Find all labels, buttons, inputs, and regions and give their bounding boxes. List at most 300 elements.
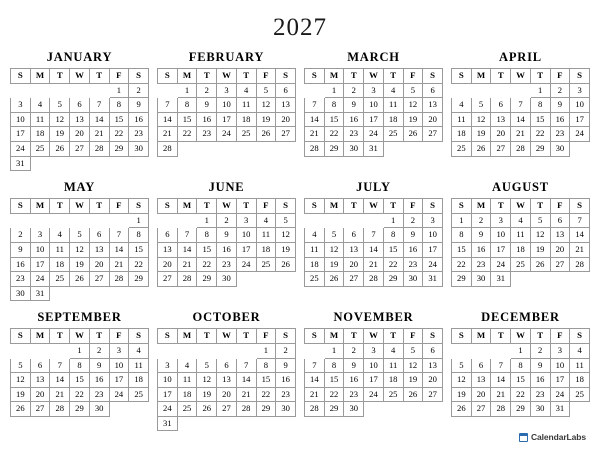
day-cell[interactable]: 21 bbox=[305, 387, 325, 402]
day-cell[interactable]: 27 bbox=[491, 141, 511, 156]
day-cell[interactable]: 25 bbox=[383, 127, 403, 142]
day-cell[interactable]: 11 bbox=[570, 358, 590, 373]
day-cell[interactable]: 9 bbox=[344, 98, 364, 113]
day-cell[interactable]: 22 bbox=[324, 127, 344, 142]
day-cell[interactable]: 3 bbox=[11, 98, 31, 113]
day-cell[interactable]: 12 bbox=[403, 98, 423, 113]
day-cell[interactable]: 16 bbox=[197, 112, 217, 127]
day-cell[interactable]: 26 bbox=[452, 402, 472, 417]
day-cell[interactable]: 18 bbox=[177, 387, 197, 402]
day-cell[interactable]: 13 bbox=[550, 228, 570, 243]
day-cell[interactable]: 15 bbox=[530, 112, 550, 127]
day-cell[interactable]: 19 bbox=[50, 127, 70, 142]
day-cell[interactable]: 22 bbox=[197, 257, 217, 272]
day-cell[interactable]: 2 bbox=[550, 83, 570, 98]
day-cell[interactable]: 17 bbox=[570, 112, 590, 127]
day-cell[interactable]: 20 bbox=[158, 257, 178, 272]
day-cell[interactable]: 11 bbox=[383, 98, 403, 113]
day-cell[interactable]: 20 bbox=[423, 373, 443, 388]
day-cell[interactable]: 8 bbox=[197, 228, 217, 243]
day-cell[interactable]: 4 bbox=[129, 343, 149, 358]
day-cell[interactable]: 21 bbox=[89, 127, 109, 142]
day-cell[interactable]: 18 bbox=[305, 257, 325, 272]
day-cell[interactable]: 4 bbox=[236, 83, 256, 98]
day-cell[interactable]: 12 bbox=[256, 98, 276, 113]
day-cell[interactable]: 24 bbox=[364, 387, 384, 402]
day-cell[interactable]: 30 bbox=[471, 272, 491, 287]
day-cell[interactable]: 21 bbox=[511, 127, 531, 142]
day-cell[interactable]: 6 bbox=[30, 358, 50, 373]
day-cell[interactable]: 22 bbox=[177, 127, 197, 142]
day-cell[interactable]: 28 bbox=[364, 272, 384, 287]
day-cell[interactable]: 23 bbox=[276, 387, 296, 402]
day-cell[interactable]: 31 bbox=[364, 141, 384, 156]
day-cell[interactable]: 23 bbox=[197, 127, 217, 142]
day-cell[interactable]: 15 bbox=[452, 242, 472, 257]
day-cell[interactable]: 5 bbox=[471, 98, 491, 113]
day-cell[interactable]: 3 bbox=[236, 213, 256, 228]
day-cell[interactable]: 3 bbox=[364, 83, 384, 98]
day-cell[interactable]: 30 bbox=[89, 402, 109, 417]
day-cell[interactable]: 20 bbox=[423, 112, 443, 127]
day-cell[interactable]: 23 bbox=[344, 387, 364, 402]
day-cell[interactable]: 5 bbox=[256, 83, 276, 98]
day-cell[interactable]: 29 bbox=[256, 402, 276, 417]
day-cell[interactable]: 17 bbox=[11, 127, 31, 142]
day-cell[interactable]: 23 bbox=[11, 272, 31, 287]
day-cell[interactable]: 11 bbox=[383, 358, 403, 373]
day-cell[interactable]: 12 bbox=[197, 373, 217, 388]
day-cell[interactable]: 28 bbox=[511, 141, 531, 156]
day-cell[interactable]: 19 bbox=[197, 387, 217, 402]
day-cell[interactable]: 13 bbox=[423, 358, 443, 373]
day-cell[interactable]: 30 bbox=[344, 141, 364, 156]
day-cell[interactable]: 13 bbox=[158, 242, 178, 257]
day-cell[interactable]: 11 bbox=[177, 373, 197, 388]
day-cell[interactable]: 24 bbox=[236, 257, 256, 272]
day-cell[interactable]: 5 bbox=[276, 213, 296, 228]
day-cell[interactable]: 21 bbox=[177, 257, 197, 272]
day-cell[interactable]: 19 bbox=[276, 242, 296, 257]
day-cell[interactable]: 7 bbox=[89, 98, 109, 113]
day-cell[interactable]: 28 bbox=[305, 141, 325, 156]
day-cell[interactable]: 23 bbox=[217, 257, 237, 272]
day-cell[interactable]: 4 bbox=[383, 83, 403, 98]
day-cell[interactable]: 29 bbox=[511, 402, 531, 417]
day-cell[interactable]: 10 bbox=[423, 228, 443, 243]
day-cell[interactable]: 8 bbox=[70, 358, 90, 373]
day-cell[interactable]: 11 bbox=[256, 228, 276, 243]
day-cell[interactable]: 24 bbox=[217, 127, 237, 142]
day-cell[interactable]: 31 bbox=[550, 402, 570, 417]
day-cell[interactable]: 3 bbox=[364, 343, 384, 358]
day-cell[interactable]: 15 bbox=[324, 373, 344, 388]
day-cell[interactable]: 18 bbox=[452, 127, 472, 142]
day-cell[interactable]: 14 bbox=[177, 242, 197, 257]
day-cell[interactable]: 30 bbox=[11, 286, 31, 301]
day-cell[interactable]: 6 bbox=[423, 343, 443, 358]
day-cell[interactable]: 28 bbox=[158, 141, 178, 156]
day-cell[interactable]: 9 bbox=[89, 358, 109, 373]
day-cell[interactable]: 17 bbox=[217, 112, 237, 127]
day-cell[interactable]: 25 bbox=[129, 387, 149, 402]
day-cell[interactable]: 3 bbox=[491, 213, 511, 228]
day-cell[interactable]: 1 bbox=[177, 83, 197, 98]
day-cell[interactable]: 7 bbox=[364, 228, 384, 243]
day-cell[interactable]: 10 bbox=[11, 112, 31, 127]
day-cell[interactable]: 16 bbox=[344, 112, 364, 127]
day-cell[interactable]: 5 bbox=[403, 83, 423, 98]
day-cell[interactable]: 6 bbox=[70, 98, 90, 113]
day-cell[interactable]: 10 bbox=[30, 242, 50, 257]
day-cell[interactable]: 14 bbox=[511, 112, 531, 127]
day-cell[interactable]: 25 bbox=[452, 141, 472, 156]
day-cell[interactable]: 8 bbox=[129, 228, 149, 243]
day-cell[interactable]: 24 bbox=[11, 141, 31, 156]
day-cell[interactable]: 9 bbox=[471, 228, 491, 243]
day-cell[interactable]: 10 bbox=[491, 228, 511, 243]
day-cell[interactable]: 3 bbox=[109, 343, 129, 358]
day-cell[interactable]: 16 bbox=[471, 242, 491, 257]
day-cell[interactable]: 26 bbox=[471, 141, 491, 156]
day-cell[interactable]: 2 bbox=[89, 343, 109, 358]
day-cell[interactable]: 15 bbox=[197, 242, 217, 257]
day-cell[interactable]: 7 bbox=[50, 358, 70, 373]
day-cell[interactable]: 1 bbox=[383, 213, 403, 228]
day-cell[interactable]: 11 bbox=[452, 112, 472, 127]
day-cell[interactable]: 27 bbox=[423, 387, 443, 402]
day-cell[interactable]: 14 bbox=[89, 112, 109, 127]
day-cell[interactable]: 15 bbox=[383, 242, 403, 257]
day-cell[interactable]: 25 bbox=[30, 141, 50, 156]
day-cell[interactable]: 19 bbox=[403, 112, 423, 127]
day-cell[interactable]: 27 bbox=[344, 272, 364, 287]
day-cell[interactable]: 23 bbox=[471, 257, 491, 272]
day-cell[interactable]: 24 bbox=[423, 257, 443, 272]
day-cell[interactable]: 9 bbox=[197, 98, 217, 113]
day-cell[interactable]: 15 bbox=[177, 112, 197, 127]
day-cell[interactable]: 7 bbox=[511, 98, 531, 113]
day-cell[interactable]: 6 bbox=[491, 98, 511, 113]
day-cell[interactable]: 9 bbox=[344, 358, 364, 373]
day-cell[interactable]: 13 bbox=[471, 373, 491, 388]
day-cell[interactable]: 17 bbox=[364, 112, 384, 127]
day-cell[interactable]: 22 bbox=[70, 387, 90, 402]
day-cell[interactable]: 9 bbox=[129, 98, 149, 113]
day-cell[interactable]: 15 bbox=[511, 373, 531, 388]
day-cell[interactable]: 13 bbox=[70, 112, 90, 127]
day-cell[interactable]: 2 bbox=[129, 83, 149, 98]
day-cell[interactable]: 5 bbox=[11, 358, 31, 373]
day-cell[interactable]: 29 bbox=[530, 141, 550, 156]
day-cell[interactable]: 1 bbox=[324, 343, 344, 358]
day-cell[interactable]: 1 bbox=[256, 343, 276, 358]
day-cell[interactable]: 5 bbox=[70, 228, 90, 243]
day-cell[interactable]: 2 bbox=[471, 213, 491, 228]
day-cell[interactable]: 13 bbox=[30, 373, 50, 388]
day-cell[interactable]: 9 bbox=[403, 228, 423, 243]
day-cell[interactable]: 29 bbox=[383, 272, 403, 287]
day-cell[interactable]: 16 bbox=[217, 242, 237, 257]
day-cell[interactable]: 4 bbox=[383, 343, 403, 358]
day-cell[interactable]: 21 bbox=[236, 387, 256, 402]
day-cell[interactable]: 21 bbox=[570, 242, 590, 257]
day-cell[interactable]: 19 bbox=[11, 387, 31, 402]
day-cell[interactable]: 16 bbox=[530, 373, 550, 388]
day-cell[interactable]: 19 bbox=[70, 257, 90, 272]
day-cell[interactable]: 17 bbox=[158, 387, 178, 402]
day-cell[interactable]: 4 bbox=[177, 358, 197, 373]
day-cell[interactable]: 20 bbox=[70, 127, 90, 142]
day-cell[interactable]: 1 bbox=[197, 213, 217, 228]
day-cell[interactable]: 14 bbox=[158, 112, 178, 127]
day-cell[interactable]: 14 bbox=[305, 373, 325, 388]
day-cell[interactable]: 22 bbox=[109, 127, 129, 142]
day-cell[interactable]: 4 bbox=[50, 228, 70, 243]
day-cell[interactable]: 15 bbox=[70, 373, 90, 388]
day-cell[interactable]: 20 bbox=[471, 387, 491, 402]
day-cell[interactable]: 16 bbox=[276, 373, 296, 388]
day-cell[interactable]: 18 bbox=[129, 373, 149, 388]
day-cell[interactable]: 15 bbox=[109, 112, 129, 127]
day-cell[interactable]: 11 bbox=[129, 358, 149, 373]
day-cell[interactable]: 3 bbox=[30, 228, 50, 243]
day-cell[interactable]: 3 bbox=[550, 343, 570, 358]
day-cell[interactable]: 27 bbox=[471, 402, 491, 417]
day-cell[interactable]: 26 bbox=[70, 272, 90, 287]
day-cell[interactable]: 30 bbox=[217, 272, 237, 287]
day-cell[interactable]: 1 bbox=[70, 343, 90, 358]
day-cell[interactable]: 5 bbox=[403, 343, 423, 358]
day-cell[interactable]: 24 bbox=[364, 127, 384, 142]
day-cell[interactable]: 27 bbox=[550, 257, 570, 272]
day-cell[interactable]: 4 bbox=[305, 228, 325, 243]
day-cell[interactable]: 17 bbox=[30, 257, 50, 272]
day-cell[interactable]: 19 bbox=[403, 373, 423, 388]
day-cell[interactable]: 7 bbox=[305, 98, 325, 113]
day-cell[interactable]: 18 bbox=[50, 257, 70, 272]
day-cell[interactable]: 10 bbox=[236, 228, 256, 243]
day-cell[interactable]: 12 bbox=[452, 373, 472, 388]
day-cell[interactable]: 12 bbox=[324, 242, 344, 257]
day-cell[interactable]: 5 bbox=[50, 98, 70, 113]
day-cell[interactable]: 14 bbox=[109, 242, 129, 257]
day-cell[interactable]: 8 bbox=[530, 98, 550, 113]
day-cell[interactable]: 26 bbox=[530, 257, 550, 272]
day-cell[interactable]: 28 bbox=[50, 402, 70, 417]
day-cell[interactable]: 28 bbox=[109, 272, 129, 287]
day-cell[interactable]: 22 bbox=[452, 257, 472, 272]
day-cell[interactable]: 4 bbox=[30, 98, 50, 113]
day-cell[interactable]: 24 bbox=[158, 402, 178, 417]
day-cell[interactable]: 17 bbox=[491, 242, 511, 257]
day-cell[interactable]: 28 bbox=[236, 402, 256, 417]
day-cell[interactable]: 26 bbox=[324, 272, 344, 287]
day-cell[interactable]: 30 bbox=[530, 402, 550, 417]
day-cell[interactable]: 31 bbox=[158, 416, 178, 431]
day-cell[interactable]: 18 bbox=[383, 373, 403, 388]
day-cell[interactable]: 2 bbox=[403, 213, 423, 228]
day-cell[interactable]: 2 bbox=[11, 228, 31, 243]
day-cell[interactable]: 10 bbox=[570, 98, 590, 113]
day-cell[interactable]: 4 bbox=[570, 343, 590, 358]
day-cell[interactable]: 29 bbox=[197, 272, 217, 287]
day-cell[interactable]: 23 bbox=[89, 387, 109, 402]
day-cell[interactable]: 9 bbox=[276, 358, 296, 373]
day-cell[interactable]: 8 bbox=[452, 228, 472, 243]
day-cell[interactable]: 29 bbox=[109, 141, 129, 156]
day-cell[interactable]: 10 bbox=[158, 373, 178, 388]
day-cell[interactable]: 29 bbox=[324, 402, 344, 417]
day-cell[interactable]: 3 bbox=[570, 83, 590, 98]
day-cell[interactable]: 4 bbox=[256, 213, 276, 228]
day-cell[interactable]: 13 bbox=[344, 242, 364, 257]
day-cell[interactable]: 22 bbox=[324, 387, 344, 402]
day-cell[interactable]: 15 bbox=[256, 373, 276, 388]
day-cell[interactable]: 2 bbox=[197, 83, 217, 98]
day-cell[interactable]: 16 bbox=[89, 373, 109, 388]
day-cell[interactable]: 25 bbox=[511, 257, 531, 272]
day-cell[interactable]: 10 bbox=[364, 98, 384, 113]
day-cell[interactable]: 26 bbox=[11, 402, 31, 417]
day-cell[interactable]: 18 bbox=[256, 242, 276, 257]
day-cell[interactable]: 6 bbox=[423, 83, 443, 98]
day-cell[interactable]: 7 bbox=[109, 228, 129, 243]
day-cell[interactable]: 15 bbox=[324, 112, 344, 127]
day-cell[interactable]: 4 bbox=[452, 98, 472, 113]
day-cell[interactable]: 7 bbox=[570, 213, 590, 228]
day-cell[interactable]: 27 bbox=[158, 272, 178, 287]
day-cell[interactable]: 28 bbox=[89, 141, 109, 156]
day-cell[interactable]: 19 bbox=[471, 127, 491, 142]
day-cell[interactable]: 19 bbox=[256, 112, 276, 127]
day-cell[interactable]: 20 bbox=[217, 387, 237, 402]
day-cell[interactable]: 25 bbox=[256, 257, 276, 272]
day-cell[interactable]: 20 bbox=[344, 257, 364, 272]
day-cell[interactable]: 29 bbox=[452, 272, 472, 287]
day-cell[interactable]: 24 bbox=[491, 257, 511, 272]
day-cell[interactable]: 5 bbox=[530, 213, 550, 228]
day-cell[interactable]: 2 bbox=[530, 343, 550, 358]
day-cell[interactable]: 2 bbox=[344, 343, 364, 358]
day-cell[interactable]: 2 bbox=[276, 343, 296, 358]
day-cell[interactable]: 16 bbox=[129, 112, 149, 127]
day-cell[interactable]: 25 bbox=[177, 402, 197, 417]
day-cell[interactable]: 26 bbox=[276, 257, 296, 272]
day-cell[interactable]: 25 bbox=[236, 127, 256, 142]
day-cell[interactable]: 22 bbox=[383, 257, 403, 272]
day-cell[interactable]: 30 bbox=[344, 402, 364, 417]
day-cell[interactable]: 6 bbox=[471, 358, 491, 373]
day-cell[interactable]: 21 bbox=[109, 257, 129, 272]
day-cell[interactable]: 11 bbox=[50, 242, 70, 257]
day-cell[interactable]: 1 bbox=[530, 83, 550, 98]
day-cell[interactable]: 14 bbox=[491, 373, 511, 388]
day-cell[interactable]: 9 bbox=[550, 98, 570, 113]
day-cell[interactable]: 18 bbox=[511, 242, 531, 257]
day-cell[interactable]: 2 bbox=[217, 213, 237, 228]
day-cell[interactable]: 25 bbox=[383, 387, 403, 402]
day-cell[interactable]: 6 bbox=[217, 358, 237, 373]
day-cell[interactable]: 12 bbox=[403, 358, 423, 373]
day-cell[interactable]: 27 bbox=[30, 402, 50, 417]
day-cell[interactable]: 28 bbox=[491, 402, 511, 417]
day-cell[interactable]: 12 bbox=[530, 228, 550, 243]
day-cell[interactable]: 17 bbox=[550, 373, 570, 388]
day-cell[interactable]: 28 bbox=[177, 272, 197, 287]
day-cell[interactable]: 19 bbox=[452, 387, 472, 402]
day-cell[interactable]: 23 bbox=[403, 257, 423, 272]
day-cell[interactable]: 31 bbox=[11, 156, 31, 171]
day-cell[interactable]: 13 bbox=[89, 242, 109, 257]
day-cell[interactable]: 31 bbox=[491, 272, 511, 287]
day-cell[interactable]: 26 bbox=[197, 402, 217, 417]
day-cell[interactable]: 5 bbox=[324, 228, 344, 243]
day-cell[interactable]: 8 bbox=[324, 98, 344, 113]
day-cell[interactable]: 14 bbox=[50, 373, 70, 388]
day-cell[interactable]: 7 bbox=[177, 228, 197, 243]
day-cell[interactable]: 30 bbox=[550, 141, 570, 156]
day-cell[interactable]: 18 bbox=[383, 112, 403, 127]
day-cell[interactable]: 14 bbox=[364, 242, 384, 257]
day-cell[interactable]: 16 bbox=[550, 112, 570, 127]
day-cell[interactable]: 22 bbox=[256, 387, 276, 402]
day-cell[interactable]: 13 bbox=[276, 98, 296, 113]
day-cell[interactable]: 1 bbox=[511, 343, 531, 358]
day-cell[interactable]: 10 bbox=[217, 98, 237, 113]
day-cell[interactable]: 27 bbox=[423, 127, 443, 142]
day-cell[interactable]: 6 bbox=[276, 83, 296, 98]
day-cell[interactable]: 19 bbox=[324, 257, 344, 272]
day-cell[interactable]: 1 bbox=[109, 83, 129, 98]
day-cell[interactable]: 21 bbox=[50, 387, 70, 402]
day-cell[interactable]: 13 bbox=[423, 98, 443, 113]
day-cell[interactable]: 26 bbox=[256, 127, 276, 142]
day-cell[interactable]: 29 bbox=[324, 141, 344, 156]
day-cell[interactable]: 17 bbox=[109, 373, 129, 388]
day-cell[interactable]: 24 bbox=[30, 272, 50, 287]
day-cell[interactable]: 23 bbox=[129, 127, 149, 142]
day-cell[interactable]: 27 bbox=[217, 402, 237, 417]
day-cell[interactable]: 12 bbox=[11, 373, 31, 388]
day-cell[interactable]: 26 bbox=[50, 141, 70, 156]
day-cell[interactable]: 26 bbox=[403, 387, 423, 402]
day-cell[interactable]: 28 bbox=[305, 402, 325, 417]
day-cell[interactable]: 3 bbox=[217, 83, 237, 98]
day-cell[interactable]: 17 bbox=[364, 373, 384, 388]
day-cell[interactable]: 8 bbox=[256, 358, 276, 373]
day-cell[interactable]: 16 bbox=[11, 257, 31, 272]
day-cell[interactable]: 27 bbox=[276, 127, 296, 142]
day-cell[interactable]: 21 bbox=[305, 127, 325, 142]
day-cell[interactable]: 11 bbox=[30, 112, 50, 127]
day-cell[interactable]: 17 bbox=[423, 242, 443, 257]
day-cell[interactable]: 11 bbox=[236, 98, 256, 113]
day-cell[interactable]: 12 bbox=[50, 112, 70, 127]
day-cell[interactable]: 6 bbox=[89, 228, 109, 243]
day-cell[interactable]: 8 bbox=[109, 98, 129, 113]
day-cell[interactable]: 20 bbox=[491, 127, 511, 142]
day-cell[interactable]: 12 bbox=[276, 228, 296, 243]
day-cell[interactable]: 7 bbox=[305, 358, 325, 373]
day-cell[interactable]: 13 bbox=[491, 112, 511, 127]
day-cell[interactable]: 1 bbox=[129, 213, 149, 228]
day-cell[interactable]: 20 bbox=[30, 387, 50, 402]
day-cell[interactable]: 4 bbox=[511, 213, 531, 228]
day-cell[interactable]: 8 bbox=[383, 228, 403, 243]
day-cell[interactable]: 3 bbox=[423, 213, 443, 228]
day-cell[interactable]: 12 bbox=[471, 112, 491, 127]
